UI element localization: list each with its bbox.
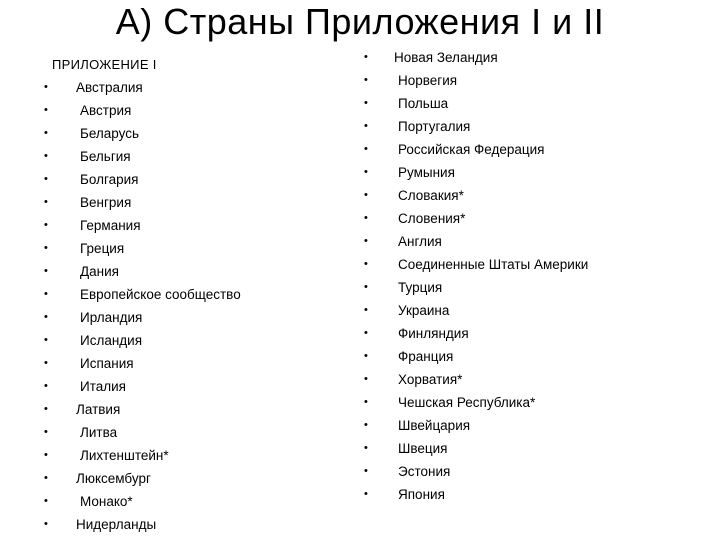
country-name: Эстония — [398, 464, 451, 479]
bullet-icon: • — [44, 265, 48, 277]
country-name: Словакия* — [398, 188, 464, 203]
bullet-icon: • — [44, 104, 48, 116]
bullet-icon: • — [364, 442, 368, 454]
country-name: Дания — [80, 264, 119, 279]
bullet-icon: • — [44, 127, 48, 139]
bullet-icon: • — [364, 281, 368, 293]
bullet-icon: • — [44, 518, 48, 530]
bullet-icon: • — [364, 396, 368, 408]
country-name: Литва — [80, 425, 118, 440]
bullet-icon: • — [364, 304, 368, 316]
annex-heading: ПРИЛОЖЕНИЕ I — [52, 57, 157, 72]
country-name: Франция — [398, 349, 454, 364]
bullet-icon: • — [44, 242, 48, 254]
bullet-icon: • — [364, 212, 368, 224]
country-name: Бельгия — [80, 149, 131, 164]
bullet-icon: • — [364, 74, 368, 86]
country-name: Новая Зеландия — [394, 50, 498, 65]
bullet-icon: • — [364, 258, 368, 270]
country-name: Германия — [80, 218, 141, 233]
bullet-icon: • — [44, 357, 48, 369]
country-name: Чешская Республика* — [398, 395, 536, 410]
bullet-icon: • — [44, 334, 48, 346]
country-name: Нидерланды — [76, 517, 157, 532]
country-name: Швейцария — [398, 418, 471, 433]
bullet-icon: • — [364, 143, 368, 155]
country-name: Словения* — [398, 211, 466, 226]
country-name: Япония — [398, 487, 445, 502]
country-name: Ирландия — [80, 310, 143, 325]
country-name: Исландия — [80, 333, 143, 348]
country-name: Болгария — [80, 172, 139, 187]
bullet-icon: • — [364, 235, 368, 247]
bullet-icon: • — [364, 419, 368, 431]
bullet-icon: • — [44, 219, 48, 231]
bullet-icon: • — [44, 196, 48, 208]
bullet-icon: • — [364, 488, 368, 500]
bullet-icon: • — [364, 120, 368, 132]
country-name: Румыния — [398, 165, 455, 180]
bullet-icon: • — [364, 189, 368, 201]
country-name: Норвегия — [398, 73, 458, 88]
bullet-icon: • — [44, 81, 48, 93]
country-name: Люксембург — [76, 471, 151, 486]
country-name: Италия — [80, 379, 126, 394]
bullet-icon: • — [44, 380, 48, 392]
bullet-icon: • — [44, 311, 48, 323]
country-name: Англия — [398, 234, 442, 249]
bullet-icon: • — [44, 150, 48, 162]
bullet-icon: • — [364, 465, 368, 477]
country-name: Финляндия — [398, 326, 469, 341]
country-name: Хорватия* — [398, 372, 463, 387]
bullet-icon: • — [364, 327, 368, 339]
bullet-icon: • — [364, 166, 368, 178]
country-name: Латвия — [76, 402, 121, 417]
country-name: Польша — [398, 96, 449, 111]
bullet-icon: • — [364, 51, 368, 63]
bullet-icon: • — [44, 449, 48, 461]
country-name: Европейское сообщество — [80, 287, 241, 302]
bullet-icon: • — [44, 495, 48, 507]
bullet-icon: • — [364, 373, 368, 385]
country-name: Австралия — [76, 80, 143, 95]
bullet-icon: • — [364, 350, 368, 362]
country-name: Лихтенштейн* — [80, 448, 169, 463]
country-name: Беларусь — [80, 126, 140, 141]
bullet-icon: • — [44, 173, 48, 185]
bullet-icon: • — [364, 97, 368, 109]
country-name: Греция — [80, 241, 125, 256]
country-name: Российская Федерация — [398, 142, 545, 157]
country-name: Соединенные Штаты Америки — [398, 257, 589, 272]
country-name: Венгрия — [80, 195, 132, 210]
bullet-icon: • — [44, 403, 48, 415]
bullet-icon: • — [44, 426, 48, 438]
bullet-icon: • — [44, 472, 48, 484]
country-name: Монако* — [80, 494, 133, 509]
country-name: Португалия — [398, 119, 471, 134]
country-name: Испания — [80, 356, 134, 371]
country-name: Австрия — [80, 103, 132, 118]
slide-title: А) Страны Приложения I и II — [115, 1, 605, 42]
country-name: Швеция — [398, 441, 448, 456]
country-name: Турция — [398, 280, 443, 295]
country-name: Украина — [398, 303, 450, 318]
bullet-icon: • — [44, 288, 48, 300]
